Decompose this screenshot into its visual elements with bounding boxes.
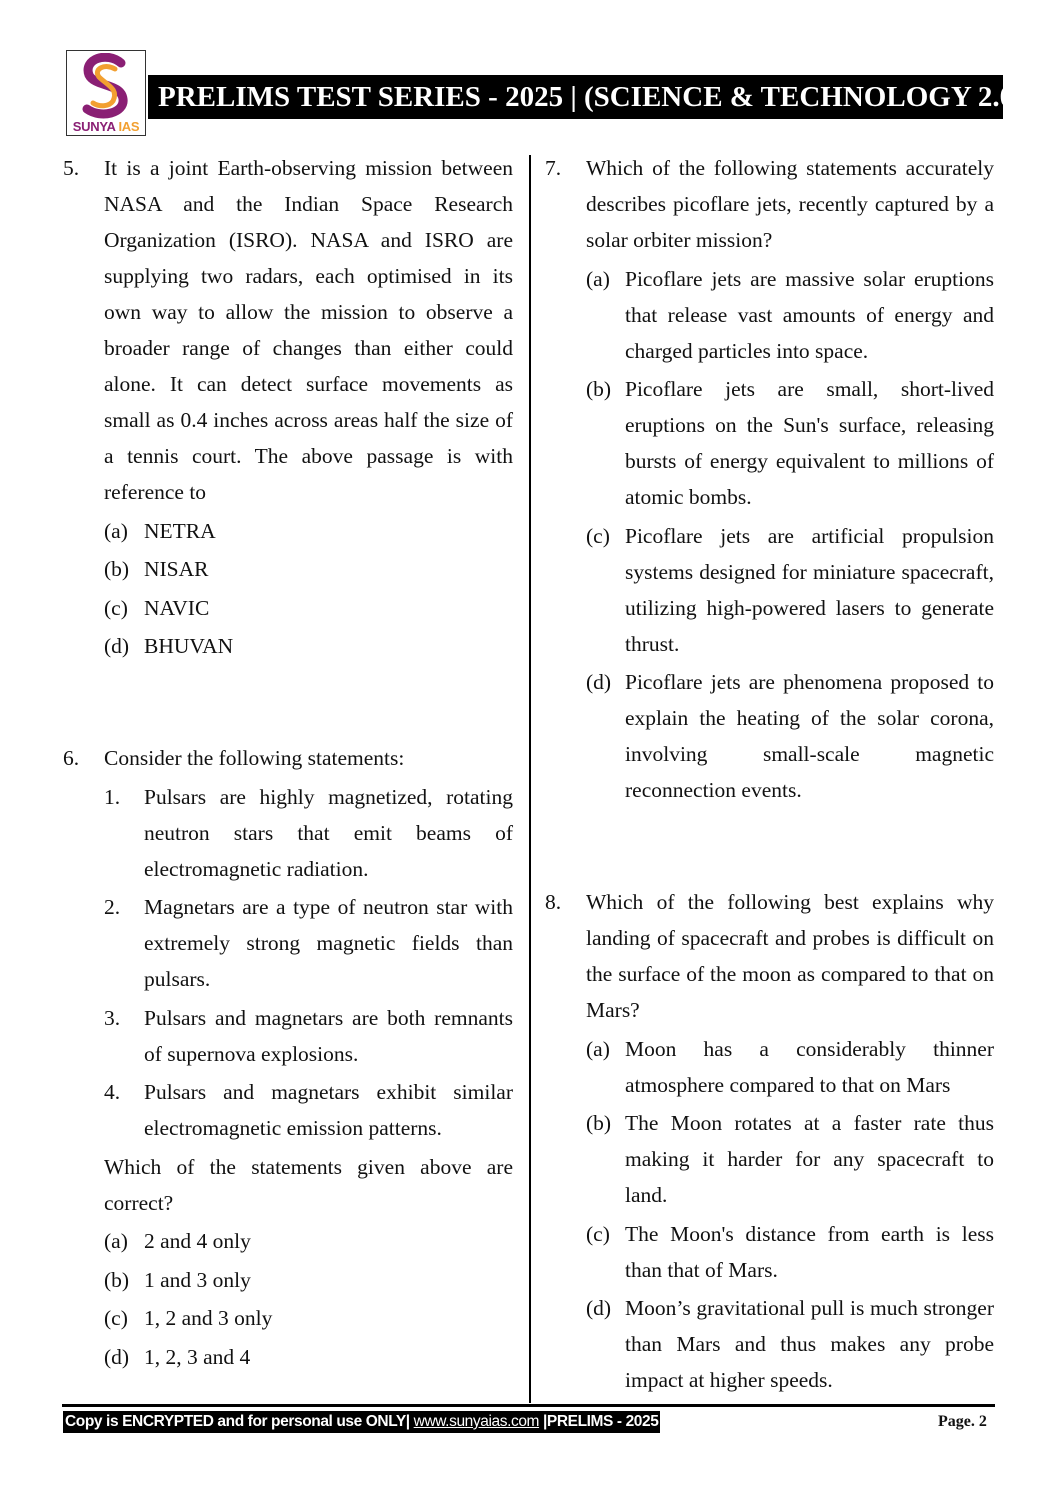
column-divider — [529, 155, 531, 1403]
page-title: PRELIMS TEST SERIES - 2025 | (SCIENCE & TECHNOLOGY 2.0) — [148, 75, 1003, 119]
option-a[interactable]: (a) 2 and 4 only — [104, 1229, 251, 1253]
page-number: Page. 2 — [938, 1413, 987, 1430]
option-c[interactable]: (c) 1, 2 and 3 only — [104, 1306, 273, 1330]
option-d[interactable]: (d) Picoflare jets are phenomena proposed to explain the heating of the solar corona, involving small-scale magnetic reconnection events. — [586, 670, 994, 802]
option-c[interactable]: (c) The Moon's distance from earth is less than that of Mars. — [586, 1221, 994, 1282]
question-stem: It is a joint Earth-observing mission between NASA and the Indian Space Research Organization (ISRO). NASA and ISRO are supplying two radars, each optimised in its own way to allow the mission to observe a broader range of changes than either could alone. It can detect surface movements as small as 0.4 inches across areas half the size of a tennis court. The above passage is with reference to — [104, 156, 513, 504]
question-prompt: Which of the statements given above are correct? — [104, 1154, 513, 1215]
option-a[interactable]: (a) Picoflare jets are massive solar eruptions that release vast amounts of energy and charged particles into space. — [586, 266, 994, 363]
option-b[interactable]: (b) Picoflare jets are small, short-lived eruptions on the Sun's surface, releasing bursts of energy equivalent to millions of atomic bombs. — [586, 377, 994, 509]
question-6 — [63, 740, 513, 1375]
statement-3: 3. Pulsars and magnetars are both remnants of supernova explosions. — [104, 1005, 513, 1066]
option-d[interactable]: (d) Moon’s gravitational pull is much stronger than Mars and thus makes any probe impact at higher speeds. — [586, 1296, 994, 1392]
logo-text: SUNYA IAS — [72, 119, 140, 134]
question-5 — [63, 150, 513, 664]
sunya-ias-logo — [66, 50, 146, 136]
statement-4: 4. Pulsars and magnetars exhibit similar electromagnetic emission patterns. — [104, 1080, 513, 1140]
option-a[interactable]: (a) NETRA — [104, 518, 216, 543]
question-number: 8. — [545, 890, 562, 914]
option-b[interactable]: (b) The Moon rotates at a faster rate thus making it harder for any spacecraft to land. — [586, 1111, 994, 1207]
question-number: 7. — [545, 156, 562, 180]
website-link[interactable]: www.sunyaias.com — [413, 1413, 540, 1430]
statement-2: 2. Magnetars are a type of neutron star with extremely strong magnetic fields than pulsars. — [104, 895, 513, 991]
footer-rule — [62, 1404, 995, 1407]
question-number: 5. — [63, 156, 80, 180]
question-stem: Which of the following statements accurately describes picoflare jets, recently captured by a solar orbiter mission? — [586, 156, 994, 252]
question-8 — [545, 884, 994, 1398]
option-c[interactable]: (c) NAVIC — [104, 595, 210, 620]
logo-s-icon — [77, 53, 135, 119]
statement-1: 1. Pulsars are highly magnetized, rotating neutron stars that emit beams of electromagnetic radiation. — [104, 784, 513, 881]
option-c[interactable]: (c) Picoflare jets are artificial propulsion systems designed for miniature spacecraft, utilizing high-powered lasers to generate thrust. — [586, 523, 994, 656]
option-b[interactable]: (b) NISAR — [104, 557, 209, 581]
option-a[interactable]: (a) Moon has a considerably thinner atmosphere compared to that on Mars — [586, 1036, 994, 1097]
question-number: 6. — [63, 746, 80, 770]
question-7 — [545, 150, 994, 808]
question-stem: Which of the following best explains why landing of spacecraft and probes is difficult on the surface of the moon as compared to that on Mars? — [586, 890, 994, 1022]
option-d[interactable]: (d) 1, 2, 3 and 4 — [104, 1344, 251, 1369]
footer-notice: Copy is ENCRYPTED and for personal use ONLY| www.sunyaias.com |PRELIMS - 2025 — [63, 1411, 660, 1433]
option-b[interactable]: (b) 1 and 3 only — [104, 1267, 251, 1292]
question-stem: Consider the following statements: — [104, 746, 405, 770]
option-d[interactable]: (d) BHUVAN — [104, 634, 234, 658]
